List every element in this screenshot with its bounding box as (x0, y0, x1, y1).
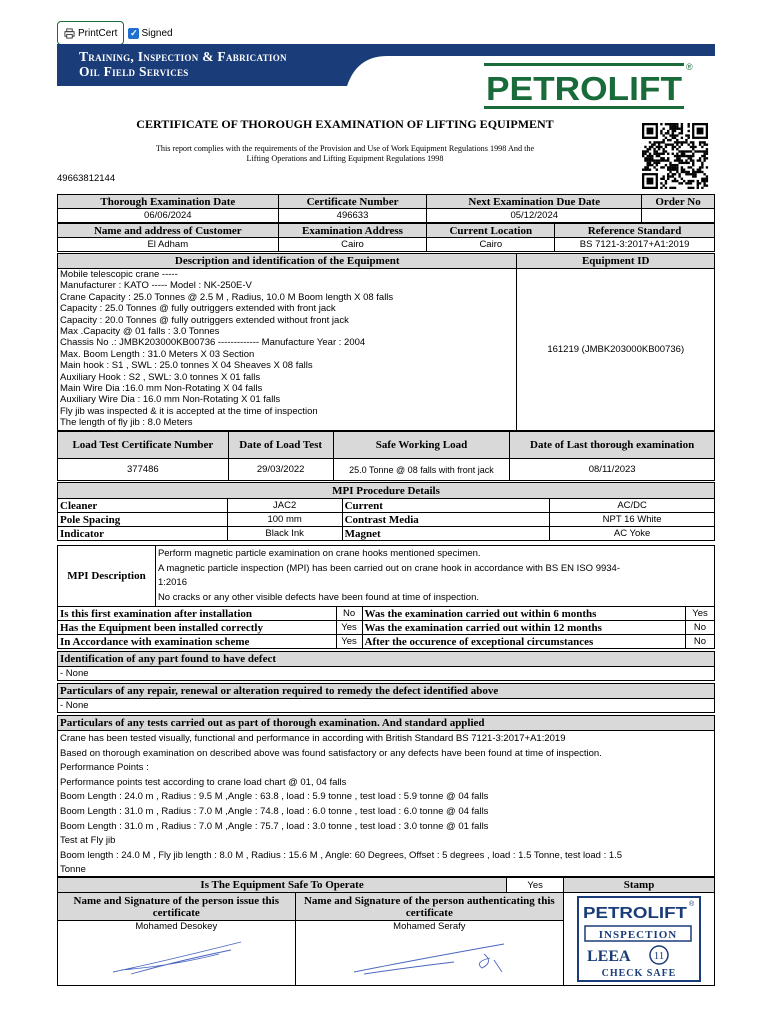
exam-address-value: Cairo (278, 238, 427, 252)
question-answer: No (336, 607, 362, 621)
current-location-header: Current Location (427, 224, 555, 238)
mpi-description-table (57, 545, 715, 607)
issuer-header: Name and Signature of the person issue this certificate (58, 893, 296, 921)
equipment-description (58, 269, 517, 431)
equipment-desc-line: Crane Capacity : 25.0 Tonnes @ 2.5 M , Radius, 10.0 M Boom length X 08 falls (60, 291, 394, 303)
test-line: Performance Points : (60, 762, 149, 774)
checkmark-icon: ✓ (130, 27, 138, 38)
mpi-value: JAC2 (227, 499, 342, 513)
exam-date-value: 06/06/2024 (58, 209, 279, 223)
equipment-desc-line: Mobile telescopic crane ----- (60, 269, 178, 280)
test-line: Crane has been tested visually, functional and performance in according with British Standard BS 7121-3:2017+A1:2019 (60, 733, 566, 744)
test-line: Boom Length : 31.0 m , Radius : 7.0 M ,Angle : 74.8 , load : 6.0 tonne , test load : 6.0 tonne @ 04 falls (60, 805, 489, 817)
mpi-label: Cleaner (58, 499, 228, 513)
print-cert-label: PrintCert (78, 27, 118, 39)
banner-text (79, 49, 287, 79)
stamp-inspection: INSPECTION (598, 929, 678, 941)
question-answer: Yes (336, 635, 362, 649)
svg-text:PETROLIFT: PETROLIFT (486, 70, 682, 107)
authenticator-signature (344, 932, 514, 976)
equipment-desc-line: Capacity : 25.0 Tonnes @ fully outriggers extended with front jack (60, 303, 336, 315)
compliance-note (110, 144, 580, 163)
signed-label: Signed (141, 27, 173, 39)
equipment-desc-line: Capacity : 20.0 Tonnes @ fully outriggers extended without front jack (60, 314, 349, 326)
qr-code (640, 123, 710, 189)
next-exam-value: 05/12/2024 (427, 209, 642, 223)
load-test-cert-value: 377486 (58, 459, 229, 481)
exam-address-header: Examination Address (278, 224, 427, 238)
repairs-value: - None (60, 700, 89, 711)
mpi-description-label: MPI Description (58, 546, 156, 607)
repairs-header: Particulars of any repair, renewal or alteration required to remedy the defect identified above (58, 684, 714, 699)
equipment-desc-line: Max .Capacity @ 01 falls : 3.0 Tonnes (60, 326, 220, 338)
mpi-value: NPT 16 White (550, 513, 715, 527)
mpi-value: Black Ink (227, 527, 342, 541)
equipment-id-header: Equipment ID (517, 254, 715, 269)
stamp-cell (564, 893, 715, 986)
mpi-label: Magnet (342, 527, 550, 541)
mpi-header: MPI Procedure Details (58, 483, 715, 499)
equipment-desc-line: Main Wire Dia :16.0 mm Non-Rotating X 04 falls (60, 383, 263, 395)
test-line: Tonne (60, 864, 86, 876)
certificate-reference: 49663812144 (57, 173, 116, 184)
issuer-signature (101, 932, 251, 976)
inspection-stamp (577, 896, 701, 982)
question-label: Is this first examination after installation (58, 607, 337, 621)
test-line: Test at Fly jib (60, 835, 116, 847)
mpi-value: AC Yoke (550, 527, 715, 541)
question-label: Has the Equipment been installed correctly (58, 621, 337, 635)
equipment-desc-line: Max. Boom Length : 31.0 Meters X 03 Section (60, 348, 255, 360)
svg-text:®: ® (686, 62, 693, 72)
last-exam-value: 08/11/2023 (510, 459, 715, 481)
mpi-desc-line: A magnetic particle inspection (MPI) has been carried out on crane hook in accordance with BS EN ISO 9934- (157, 562, 620, 574)
examination-table (57, 194, 715, 223)
mpi-desc-line: 1:2016 (157, 577, 187, 588)
printer-icon (64, 28, 75, 39)
defects-section (57, 651, 715, 681)
equipment-table (57, 253, 715, 431)
current-location-value: Cairo (427, 238, 555, 252)
reference-standard-value: BS 7121-3:2017+A1:2019 (555, 238, 715, 252)
tests-body (58, 731, 714, 878)
repairs-section (57, 683, 715, 713)
signed-checkbox[interactable] (128, 28, 172, 39)
mpi-desc-line: Perform magnetic particle examination on crane hooks mentioned specimen. (157, 548, 481, 559)
stamp-brand: PETROLIFT (583, 905, 688, 922)
equipment-desc-line: Chassis No .: JMBK203000KB00736 ------------- Manufacture Year : 2004 (60, 337, 366, 349)
equipment-desc-line: Main hook : S1 , SWL : 25.0 tonnes X 04 Sheaves X 08 falls (60, 360, 313, 372)
banner-line-2: Oil Field Services (79, 64, 189, 79)
mpi-table (57, 482, 715, 541)
equipment-id-value: 161219 (JMBK203000KB00736) (517, 269, 715, 431)
equipment-desc-line: Auxiliary Hook : S2 , SWL: 3.0 tonnes X 01 falls (60, 371, 261, 383)
mpi-label: Current (342, 499, 550, 513)
issuer-name: Mohamed Desokey (135, 921, 218, 932)
order-no-header: Order No (642, 195, 715, 209)
customer-header: Name and address of Customer (58, 224, 279, 238)
customer-table (57, 223, 715, 252)
compliance-line-2: Lifting Operations and Lifting Equipment Regulations 1998 (246, 153, 444, 163)
swl-value: 25.0 Tonne @ 08 falls with front jack (333, 459, 510, 481)
signature-table (57, 877, 715, 986)
question-label: In Accordance with examination scheme (58, 635, 337, 649)
reference-standard-header: Reference Standard (555, 224, 715, 238)
question-label: After the occurence of exceptional circumstances (362, 635, 685, 649)
questions-table (57, 606, 715, 649)
mpi-value: AC/DC (550, 499, 715, 513)
equipment-desc-header: Description and identification of the Equipment (58, 254, 517, 269)
compliance-line-1: This report complies with the requirements of the Provision and Use of Work Equipment Regulations 1998 And the (155, 144, 535, 153)
question-label: Was the examination carried out within 6 months (362, 607, 685, 621)
question-answer: Yes (686, 607, 715, 621)
banner-line-1: Training, Inspection & Fabrication (79, 49, 287, 64)
equipment-desc-line: Manufacturer : KATO ----- Model : NK-250E-V (60, 280, 252, 292)
cert-number-header: Certificate Number (278, 195, 427, 209)
load-test-date-value: 29/03/2022 (228, 459, 333, 481)
test-line: Boom Length : 24.0 m , Radius : 9.5 M ,Angle : 63.8 , load : 5.9 tonne , test load : 5.9 tonne @ 04 falls (60, 791, 489, 803)
question-answer: No (686, 635, 715, 649)
exam-date-header: Thorough Examination Date (58, 195, 279, 209)
equipment-desc-line: The length of fly jib : 8.0 Meters (60, 417, 193, 429)
swl-header: Safe Working Load (333, 432, 510, 459)
mpi-description-text (155, 546, 714, 607)
issuer-signature-cell (58, 921, 296, 986)
mpi-value: 100 mm (227, 513, 342, 527)
toolbar (57, 21, 173, 45)
mpi-desc-line: No cracks or any other visible defects have been found at time of inspection. (157, 591, 480, 603)
question-answer: Yes (336, 621, 362, 635)
mpi-label: Contrast Media (342, 513, 550, 527)
test-line: Based on thorough examination on described above was found satisfactory or any defects have been found at time of inspection. (60, 747, 602, 759)
authenticator-header: Name and Signature of the person authenticating this certificate (295, 893, 564, 921)
stamp-check-safe: CHECK SAFE (601, 968, 677, 979)
load-test-date-header: Date of Load Test (228, 432, 333, 459)
certificate-title: CERTIFICATE OF THOROUGH EXAMINATION OF LIFTING EQUIPMENT (136, 117, 554, 131)
stamp-header: Stamp (564, 878, 715, 893)
safe-answer: Yes (507, 878, 564, 893)
equipment-desc-line: Fly jib was inspected & it is accepted at the time of inspection (60, 405, 318, 417)
mpi-label: Pole Spacing (58, 513, 228, 527)
load-test-cert-header: Load Test Certificate Number (58, 432, 229, 459)
cert-number-value: 496633 (278, 209, 427, 223)
order-no-value (642, 209, 715, 223)
customer-value: El Adham (58, 238, 279, 252)
petrolift-logo (484, 60, 696, 114)
stamp-number: 11 (653, 950, 665, 962)
equipment-desc-line: Auxiliary Wire Dia : 16.0 mm Non-Rotating X 01 falls (60, 394, 281, 406)
question-answer: No (686, 621, 715, 635)
print-cert-button[interactable] (57, 21, 124, 45)
svg-text:®: ® (689, 901, 695, 908)
last-exam-header: Date of Last thorough examination (510, 432, 715, 459)
authenticator-name: Mohamed Serafy (393, 921, 466, 932)
authenticator-signature-cell (295, 921, 564, 986)
mpi-label: Indicator (58, 527, 228, 541)
safe-question: Is The Equipment Safe To Operate (58, 878, 507, 893)
next-exam-header: Next Examination Due Date (427, 195, 642, 209)
test-line: Performance points test according to crane load chart @ 01, 04 falls (60, 776, 347, 788)
defects-value: - None (60, 668, 89, 679)
tests-header: Particulars of any tests carried out as part of thorough examination. And standard applied (58, 716, 714, 731)
question-label: Was the examination carried out within 12 months (362, 621, 685, 635)
test-line: Boom Length : 31.0 m , Radius : 7.0 M ,Angle : 75.7 , load : 3.0 tonne , test load : 3.0 tonne @ 01 falls (60, 820, 489, 832)
test-line: Boom length : 24.0 M , Fly jib length : 8.0 M , Radius : 15.6 M , Angle: 60 Degrees, Offset : 5 degrees , load : 1.5 Tonne, test load : 1.5 (60, 849, 623, 861)
load-test-table (57, 431, 715, 481)
tests-section (57, 715, 715, 877)
stamp-leea: LEEA (587, 948, 631, 965)
defects-header: Identification of any part found to have defect (58, 652, 714, 667)
